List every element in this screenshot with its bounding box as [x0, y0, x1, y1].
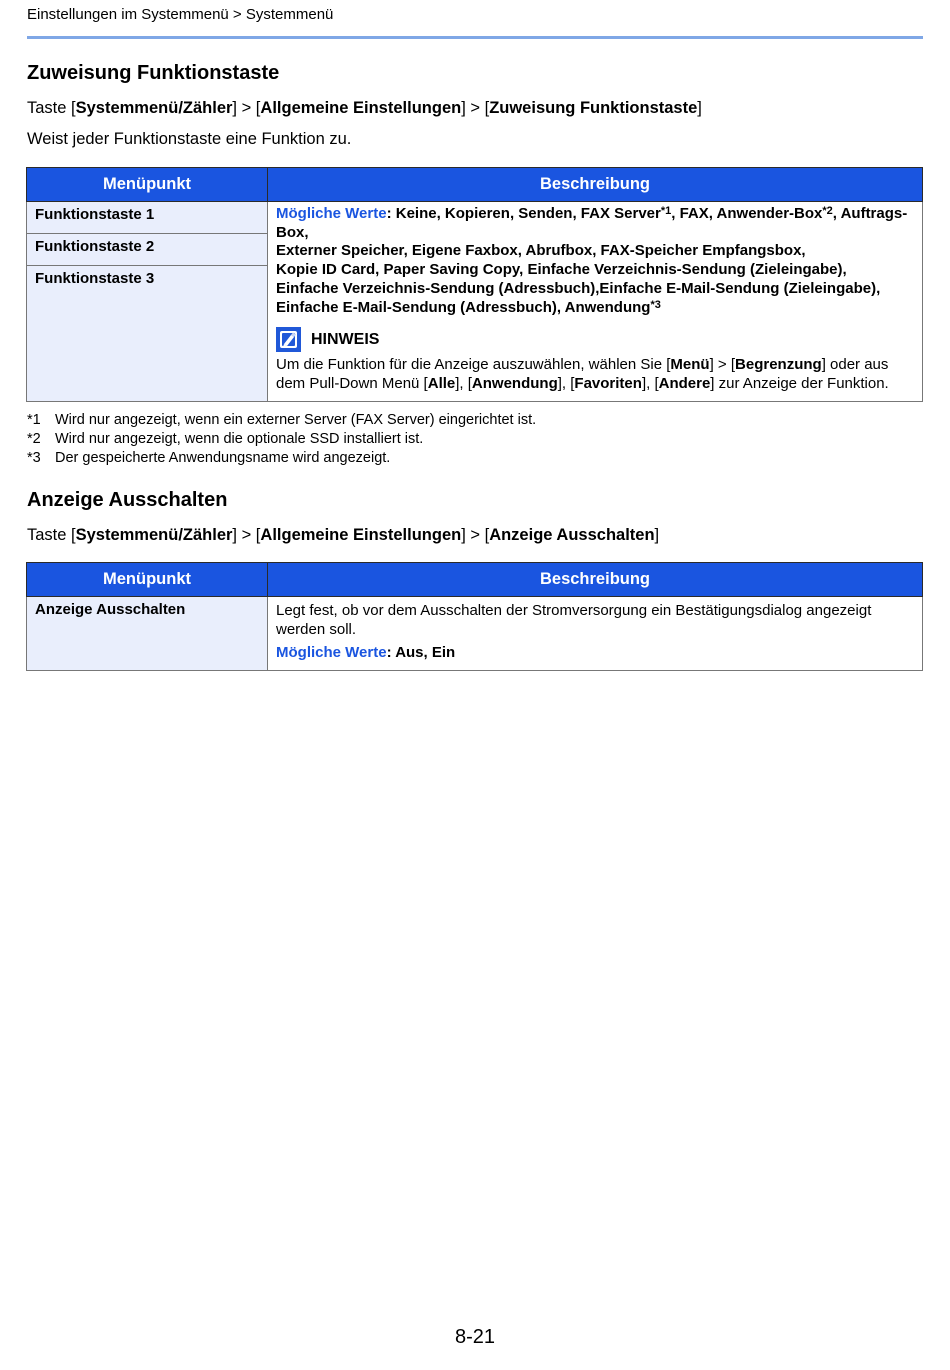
- path-crumb: Zuweisung Funktionstaste: [489, 99, 698, 117]
- function-key-table: [26, 167, 923, 402]
- possible-values: [276, 205, 914, 317]
- values-text: Kopie ID Card, Paper Saving Copy, Einfache Verzeichnis-Sendung (Zieleingabe),: [276, 261, 847, 279]
- note-key-andere: Andere: [658, 374, 711, 392]
- path-suffix: ]: [654, 526, 660, 544]
- note-key-favoriten: Favoriten: [574, 374, 642, 392]
- table-header-row: [27, 563, 923, 597]
- footnote-text: Wird nur angezeigt, wenn ein externer Server (FAX Server) eingerichtet ist.: [55, 412, 537, 428]
- key-path-anzeige: [27, 526, 659, 545]
- column-header-description: Beschreibung: [268, 168, 923, 202]
- section-lead: Weist jeder Funktionstaste eine Funktion zu.: [27, 130, 352, 148]
- footnote: [27, 430, 536, 449]
- menu-item-function-key-2: Funktionstaste 2: [27, 234, 267, 266]
- description-cell: [268, 597, 923, 671]
- path-crumb: Allgemeine Einstellungen: [260, 99, 462, 117]
- footnote-ref: *1: [660, 205, 672, 217]
- values-text: Aus, Ein: [395, 644, 456, 661]
- path-key: Systemmenü/Zähler: [75, 526, 233, 544]
- note-key-begrenzung: Begrenzung: [735, 356, 822, 374]
- possible-values-label: Mögliche Werte: [276, 205, 387, 222]
- key-path-zuweisung: [27, 99, 702, 118]
- path-key: Systemmenü/Zähler: [75, 99, 233, 117]
- values-text: , FAX, Anwender-Box: [671, 205, 823, 222]
- column-header-menu: Menüpunkt: [27, 168, 268, 202]
- note-text-part: ] oder aus dem Pull-Down Menü [: [276, 356, 889, 392]
- running-head: Einstellungen im Systemmenü > Systemmenü: [27, 6, 334, 23]
- note-text-part: ] zur Anzeige der Funktion.: [710, 374, 889, 392]
- menu-item-anzeige-ausschalten: Anzeige Ausschalten: [27, 597, 268, 671]
- note-pen-icon: [276, 327, 301, 352]
- section-title-anzeige: Anzeige Ausschalten: [27, 489, 228, 511]
- footnotes: [27, 411, 536, 468]
- path-prefix: Taste [: [27, 526, 76, 544]
- values-text: Keine, Kopieren, Senden, FAX Server: [395, 205, 661, 222]
- column-header-description: Beschreibung: [268, 563, 923, 597]
- footnote-mark: *2: [27, 431, 41, 447]
- section-title-zuweisung: Zuweisung Funktionstaste: [27, 62, 280, 84]
- menu-item-function-key-1: Funktionstaste 1: [27, 202, 267, 234]
- path-sep: ] > [: [232, 526, 261, 544]
- footnote: [27, 449, 536, 468]
- path-sep: ] > [: [461, 526, 490, 544]
- note-text-part: Um die Funktion für die Anzeige auszuwählen, wählen Sie [: [276, 356, 671, 374]
- page-number: 8-21: [454, 1326, 496, 1348]
- footnote-text: Wird nur angezeigt, wenn die optionale SSD installiert ist.: [55, 431, 424, 447]
- values-text: Einfache Verzeichnis-Sendung (Adressbuch),Einfache E-Mail-Sendung (Zieleingabe),: [276, 279, 881, 297]
- path-sep: ] > [: [461, 99, 490, 117]
- description-cell: [268, 202, 923, 402]
- possible-values: [276, 643, 914, 662]
- path-prefix: Taste [: [27, 99, 76, 117]
- path-sep: ] > [: [232, 99, 261, 117]
- path-crumb: Allgemeine Einstellungen: [260, 526, 462, 544]
- note-text-part: ], [: [455, 374, 472, 392]
- note-heading: [276, 327, 914, 352]
- table-header-row: [27, 168, 923, 202]
- note-key-anwendung: Anwendung: [471, 374, 558, 392]
- footnote: [27, 411, 536, 430]
- note-title: HINWEIS: [311, 330, 380, 348]
- values-text: Externer Speicher, Eigene Faxbox, Abrufbox, FAX-Speicher Empfangsbox,: [276, 242, 806, 260]
- possible-values-label: Mögliche Werte: [276, 644, 387, 661]
- path-suffix: ]: [697, 99, 702, 117]
- values-text: , Auftrags-Box,: [276, 205, 908, 241]
- description-text: Legt fest, ob vor dem Ausschalten der Stromversorgung ein Bestätigungsdialog angezeigt werden soll.: [276, 602, 872, 638]
- note-key-menu: Menü: [670, 356, 710, 374]
- note-key-alle: Alle: [427, 374, 456, 392]
- menu-items-cell: [27, 202, 268, 402]
- values-colon: :: [386, 205, 396, 222]
- footnote-mark: *3: [27, 450, 41, 466]
- footnote-ref: *2: [822, 205, 833, 217]
- table-row: [27, 202, 923, 402]
- footnote-ref: *3: [650, 298, 661, 311]
- header-rule: [27, 36, 923, 39]
- menu-item-function-key-3: Funktionstaste 3: [35, 270, 155, 287]
- values-colon: :: [386, 644, 396, 661]
- note-text-part: ], [: [641, 374, 659, 392]
- values-text: Einfache E-Mail-Sendung (Adressbuch), Anwendung: [276, 298, 651, 316]
- note-text: [276, 356, 914, 393]
- column-header-menu: Menüpunkt: [27, 563, 268, 597]
- note-text-part: ] > [: [709, 356, 736, 374]
- note-text-part: ], [: [557, 374, 575, 392]
- path-crumb: Anzeige Ausschalten: [489, 526, 655, 544]
- footnote-mark: *1: [27, 412, 41, 428]
- display-off-table: [26, 562, 923, 671]
- footnote-text: Der gespeicherte Anwendungsname wird angezeigt.: [55, 450, 391, 466]
- table-row: [27, 597, 923, 671]
